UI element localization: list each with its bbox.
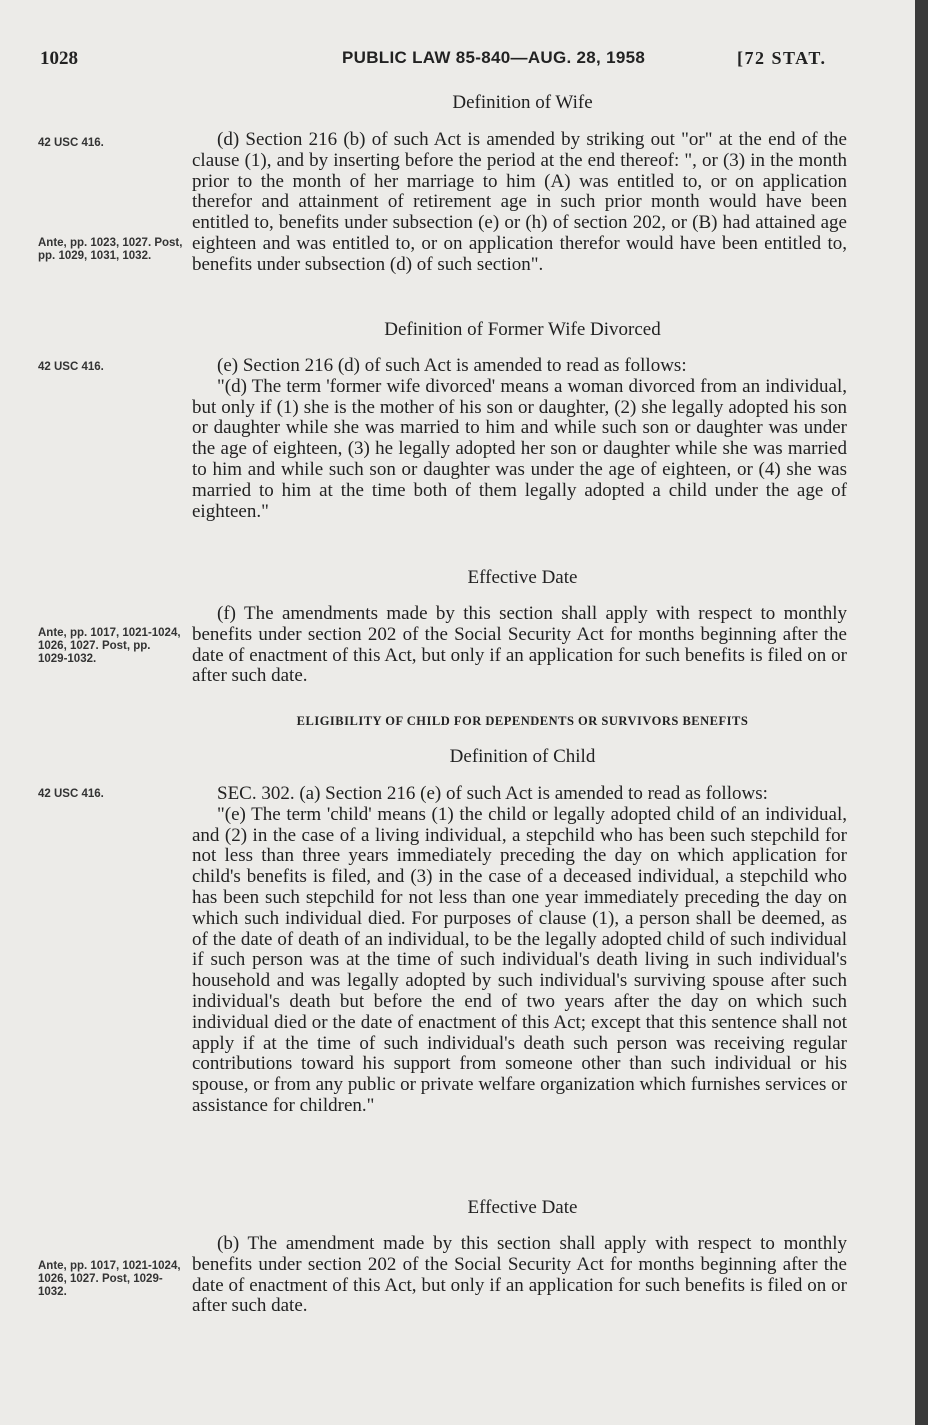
paragraph-effective-date bbox=[192, 604, 847, 687]
running-title: PUBLIC LAW 85-840—AUG. 28, 1958 bbox=[342, 48, 646, 67]
paragraph-text: "(d) The term 'former wife divorced' means a woman divorced from an individual, but only if (1) she is the mother of his son or daughter, (2) she legally adopted his son or daughter while she was married to him and while such son or daughter was under the age of eighteen, (3) he legally adopted her son or daughter while she was married to him and while such son or daughter was under the age of eighteen, or (4) she was married to him at the time both of them legally adopted a child under the age of eighteen." bbox=[192, 375, 847, 522]
margin-note: 42 USC 416. bbox=[38, 361, 104, 373]
margin-note: 42 USC 416. bbox=[38, 788, 104, 800]
page-edge bbox=[915, 0, 928, 1425]
paragraph-effective-date bbox=[192, 1234, 847, 1317]
paragraph-text: SEC. 302. (a) Section 216 (e) of such Act is amended to read as follows: bbox=[217, 783, 768, 804]
margin-note: Ante, pp. 1023, 1027. Post, pp. 1029, 1031, 1032. bbox=[38, 237, 183, 262]
paragraph-child bbox=[192, 784, 847, 1117]
section-heading-effective-date: Effective Date bbox=[467, 567, 578, 588]
section-heading-wife: Definition of Wife bbox=[452, 92, 593, 113]
margin-note: 42 USC 416. bbox=[38, 137, 104, 149]
paragraph-text: (f) The amendments made by this section shall apply with respect to monthly benefits under section 202 of the Social Security Act for months beginning after the date of enactment of this Act, but only if an application for such benefits is filed on or after such date. bbox=[192, 603, 847, 687]
statute-reference: [72 STAT. bbox=[737, 48, 827, 68]
paragraph-text: (d) Section 216 (b) of such Act is amended by striking out "or" at the end of the clause (1), and by inserting before the period at the end thereof: ", or (3) in the month prior to the month of her marriage to him (A) was entitled to, or on application therefor and attainment of retirement age in such prior month would have been entitled to, benefits under subsection (e) or (h) of section 202, or (B) had attained age eighteen and was entitled to, or on application therefor would have been entitled to, benefits under subsection (d) of such section". bbox=[192, 129, 847, 275]
paragraph-wife bbox=[192, 130, 847, 276]
page-number: 1028 bbox=[40, 48, 78, 69]
margin-note: Ante, pp. 1017, 1021-1024, 1026, 1027. Post, 1029-1032. bbox=[38, 1260, 181, 1298]
section-heading-child: Definition of Child bbox=[449, 746, 596, 767]
section-caption-eligibility: ELIGIBILITY OF CHILD FOR DEPENDENTS OR SURVIVORS BENEFITS bbox=[296, 714, 749, 728]
paragraph-text: (e) Section 216 (d) of such Act is amended to read as follows: bbox=[217, 355, 687, 376]
paragraph-former-wife bbox=[192, 356, 847, 522]
paragraph-text: "(e) The term 'child' means (1) the child or legally adopted child of an individual, and (2) in the case of a living individual, a stepchild who has been such stepchild for not less than three years immediately preceding the day on which application for child's benefits is filed, and (3) in the case of a deceased individual, a stepchild who has been such stepchild for not less than one year immediately preceding the day on which such individual died. For purposes of clause (1), a person shall be deemed, as of the date of death of an individual, to be the legally adopted child of such individual if such person was at the time of such individual's death living in such individual's household and was legally adopted by such individual's surviving spouse after such individual's death but before the end of two years after the day on which such individual died or the date of enactment of this Act; except that this sentence shall not apply if at the time of such individual's death such person was receiving regular contributions toward his support from someone other than such individual or his spouse, or from any public or private welfare organization which furnishes services or assistance for children." bbox=[192, 803, 847, 1116]
section-heading-effective-date: Effective Date bbox=[467, 1197, 578, 1218]
page-header bbox=[0, 48, 915, 76]
margin-note: Ante, pp. 1017, 1021-1024, 1026, 1027. Post, pp. 1029-1032. bbox=[38, 627, 181, 665]
section-heading-former-wife: Definition of Former Wife Divorced bbox=[384, 319, 661, 340]
paragraph-text: (b) The amendment made by this section shall apply with respect to monthly benefits under section 202 of the Social Security Act for months beginning after the date of enactment of this Act, but only if an application for such benefits is filed on or after such date. bbox=[192, 1233, 847, 1317]
